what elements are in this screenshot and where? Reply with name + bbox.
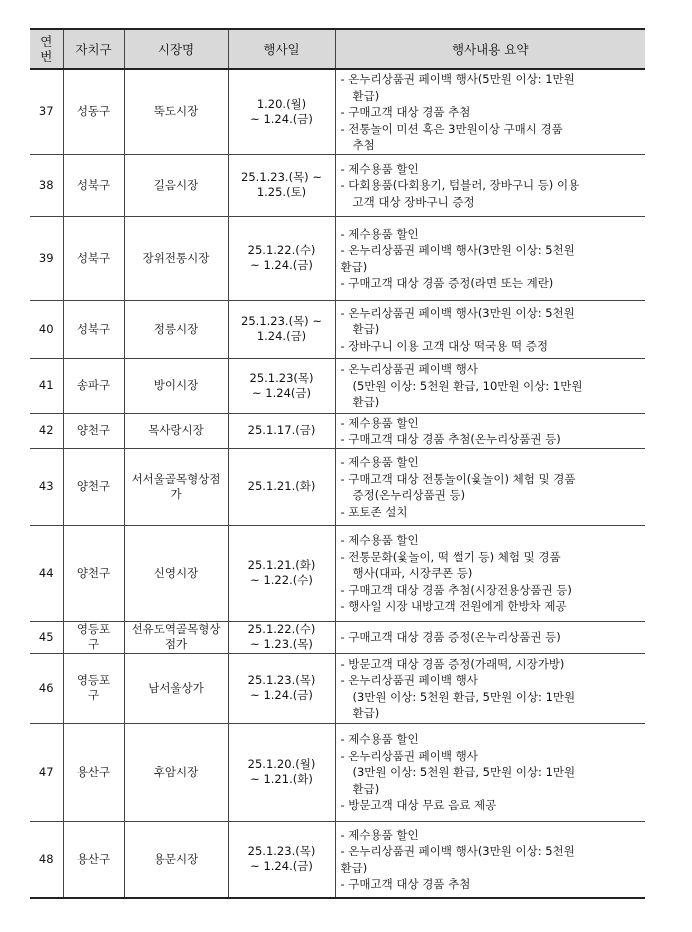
summary-line: - 제수용품 할인: [340, 161, 419, 176]
summary-line: 환급): [352, 706, 380, 720]
cell-district: [63, 216, 124, 300]
cell-no: [30, 723, 63, 821]
cell-summary: [335, 723, 645, 821]
cell-no: [30, 69, 63, 154]
summary-line: - 행사일 시장 내방고객 전원에게 한방차 제공: [340, 599, 567, 614]
table-row: [30, 300, 645, 358]
summary-line: - 장바구니 이용 고객 대상 떡국용 떡 증정: [340, 338, 548, 353]
cell-date: [228, 621, 335, 653]
cell-no-text: 42: [38, 423, 54, 437]
cell-no: [30, 216, 63, 300]
summary-line: - 제수용품 할인: [340, 533, 419, 548]
cell-market: [124, 413, 228, 448]
market-events-table: [30, 28, 645, 899]
cell-no-text: 37: [38, 104, 54, 119]
table-row: [30, 154, 645, 216]
cell-no-text: 44: [38, 565, 54, 580]
summary-line: - 제수용품 할인: [340, 455, 419, 469]
cell-market: [124, 300, 228, 358]
cell-district-text: 성동구: [76, 104, 111, 119]
cell-district: [63, 621, 124, 653]
cell-district: [63, 723, 124, 821]
summary-line: (5만원 이상: 5천원 환급, 10만원 이상: 1만원: [352, 378, 583, 393]
summary-line: - 온누리상품권 페이백 행사(5만원 이상: 1만원: [340, 72, 575, 86]
summary-line: - 구매고객 대상 경품 추첨(온누리상품권 등): [340, 432, 561, 446]
summary-line: - 구매고객 대상 경품 증정(온누리상품권 등): [340, 630, 561, 645]
cell-market: [124, 154, 228, 216]
summary-line: 증정(온누리상품권 등): [352, 488, 466, 502]
cell-no-text: 48: [38, 851, 54, 866]
summary-line: (3만원 이상: 5천원 환급, 5만원 이상: 1만원: [352, 765, 576, 780]
cell-market-text: 서서울골목형상점 가: [131, 471, 221, 501]
cell-market-text: 신영시장: [153, 565, 199, 580]
cell-date: [228, 300, 335, 358]
cell-date: [228, 216, 335, 300]
cell-no-text: 43: [38, 479, 54, 493]
table-header: [30, 29, 645, 69]
cell-market-text: 목사랑시장: [148, 423, 204, 437]
summary-line: - 방문고객 대상 경품 증정(가래떡, 시장가방): [340, 656, 565, 671]
summary-line: - 제수용품 할인: [340, 827, 419, 842]
cell-market-text: 길음시장: [153, 177, 199, 192]
cell-summary: [335, 216, 645, 300]
cell-summary: [335, 69, 645, 154]
cell-summary: [335, 621, 645, 653]
cell-date-text: 25.1.21.(화): [247, 479, 316, 493]
summary-line: - 제수용품 할인: [340, 732, 419, 747]
cell-no: [30, 358, 63, 413]
header-summary: 행사내용 요약: [335, 29, 645, 69]
summary-line: 환급): [352, 88, 380, 103]
cell-district-text: 양천구: [76, 565, 111, 580]
cell-date-text: 1.20.(월) ~ 1.24.(금): [250, 96, 313, 126]
summary-line: 환급): [340, 259, 368, 274]
cell-market-text: 뚝도시장: [153, 104, 199, 119]
summary-line: 환급): [352, 395, 380, 410]
header-no: 연 번: [30, 29, 63, 69]
cell-no: [30, 821, 63, 898]
header-row: [30, 29, 645, 69]
cell-no: [30, 525, 63, 621]
summary-line: - 제수용품 할인: [340, 226, 419, 241]
cell-no: [30, 448, 63, 525]
cell-date: [228, 723, 335, 821]
cell-summary: [335, 300, 645, 358]
summary-line: - 구매고객 대상 경품 추첨: [340, 877, 471, 892]
cell-date: [228, 69, 335, 154]
cell-no: [30, 154, 63, 216]
cell-market-text: 방이시장: [153, 378, 199, 392]
cell-date-text: 25.1.22.(수) ~ 1.23.(목): [247, 622, 316, 651]
cell-no-text: 45: [38, 629, 54, 644]
cell-district-text: 송파구: [76, 378, 111, 392]
cell-date: [228, 154, 335, 216]
cell-district-text: 성북구: [76, 177, 111, 192]
table-row: [30, 621, 645, 653]
cell-market-text: 후암시장: [153, 764, 199, 779]
table-row: [30, 723, 645, 821]
cell-date-text: 25.1.22.(수) ~ 1.24.(금): [247, 243, 316, 272]
table-body: [30, 69, 645, 898]
cell-district: [63, 300, 124, 358]
cell-date: [228, 413, 335, 448]
cell-date-text: 25.1.23.(목) ~ 1.25.(토): [241, 170, 322, 199]
summary-line: 행사(대파, 시장쿠폰 등): [352, 566, 473, 581]
cell-summary: [335, 413, 645, 448]
cell-no: [30, 300, 63, 358]
summary-line: - 온누리상품권 페이백 행사: [340, 748, 478, 763]
cell-date-text: 25.1.23.(목) ~ 1.24.(금): [247, 673, 316, 702]
cell-market: [124, 448, 228, 525]
cell-district: [63, 821, 124, 898]
summary-line: - 온누리상품권 페이백 행사(3만원 이상: 5천원: [340, 844, 575, 859]
cell-date-text: 25.1.20.(월) ~ 1.21.(화): [247, 757, 316, 786]
cell-date: [228, 525, 335, 621]
summary-line: - 온누리상품권 페이백 행사(3만원 이상: 5천원: [340, 243, 575, 257]
summary-line: - 구매고객 대상 경품 추첨(시장전용상품권 등): [340, 582, 572, 597]
cell-no: [30, 653, 63, 723]
cell-district: [63, 69, 124, 154]
cell-date: [228, 821, 335, 898]
cell-district-text: 성북구: [76, 250, 111, 265]
table-row: [30, 358, 645, 413]
cell-summary: [335, 358, 645, 413]
table-row: [30, 216, 645, 300]
summary-line: - 온누리상품권 페이백 행사: [340, 673, 478, 687]
table-row: [30, 69, 645, 154]
cell-district: [63, 525, 124, 621]
cell-district-text: 성북구: [76, 321, 111, 336]
cell-market: [124, 621, 228, 653]
cell-summary: [335, 448, 645, 525]
cell-date-text: 25.1.23.(목) ~ 1.24.(금): [247, 844, 316, 874]
cell-market-text: 장위전통시장: [142, 250, 210, 265]
cell-district-text: 용산구: [76, 764, 111, 779]
cell-no-text: 38: [38, 177, 54, 192]
cell-district: [63, 358, 124, 413]
cell-market-text: 정릉시장: [153, 321, 199, 336]
table-row: [30, 413, 645, 448]
cell-market: [124, 358, 228, 413]
summary-line: - 온누리상품권 페이백 행사: [340, 362, 478, 377]
summary-line: - 다회용품(다회용기, 텀블러, 장바구니 등) 이용: [340, 178, 580, 193]
cell-no-text: 41: [38, 378, 54, 392]
cell-district-text: 영등포 구: [76, 673, 111, 702]
cell-district-text: 양천구: [76, 479, 111, 493]
cell-market: [124, 69, 228, 154]
cell-summary: [335, 154, 645, 216]
cell-district-text: 용산구: [76, 851, 111, 866]
cell-date-text: 25.1.21.(화) ~ 1.22.(수): [247, 558, 316, 587]
cell-district: [63, 653, 124, 723]
summary-line: 환급): [352, 781, 380, 796]
summary-line: - 구매고객 대상 경품 추첨: [340, 105, 471, 119]
cell-date-text: 25.1.23(목) ~ 1.24(금): [249, 370, 314, 400]
cell-no-text: 46: [38, 680, 54, 695]
header-district: 자치구: [63, 29, 124, 69]
summary-line: - 구매고객 대상 경품 증정(라면 또는 계란): [340, 276, 554, 290]
cell-market: [124, 525, 228, 621]
summary-line: - 전통놀이 미션 혹은 3만원이상 구매시 경품: [340, 121, 563, 136]
summary-line: - 포토존 설치: [340, 504, 408, 519]
summary-line: 환급): [340, 860, 368, 875]
cell-date-text: 25.1.23.(목) ~ 1.24.(금): [241, 314, 322, 343]
cell-no-text: 40: [38, 321, 54, 336]
summary-line: (3만원 이상: 5천원 환급, 5만원 이상: 1만원: [352, 689, 576, 704]
table-row: [30, 525, 645, 621]
cell-district: [63, 448, 124, 525]
cell-summary: [335, 525, 645, 621]
summary-line: - 온누리상품권 페이백 행사(3만원 이상: 5천원: [340, 305, 575, 320]
cell-no-text: 39: [38, 250, 54, 265]
cell-date-text: 25.1.17.(금): [247, 423, 316, 437]
cell-district-text: 영등포 구: [76, 622, 111, 651]
summary-line: - 제수용품 할인: [340, 415, 419, 430]
header-date: 행사일: [228, 29, 335, 69]
cell-no: [30, 621, 63, 653]
cell-summary: [335, 821, 645, 898]
summary-line: 환급): [352, 322, 380, 337]
cell-date: [228, 448, 335, 525]
header-market: 시장명: [124, 29, 228, 69]
summary-line: 추첨: [352, 138, 375, 152]
cell-market-text: 용문시장: [153, 851, 199, 866]
cell-market: [124, 653, 228, 723]
cell-market: [124, 821, 228, 898]
summary-line: - 방문고객 대상 무료 음료 제공: [340, 798, 497, 813]
cell-district-text: 양천구: [76, 423, 111, 437]
cell-district: [63, 154, 124, 216]
cell-no-text: 47: [38, 764, 54, 779]
table-row: [30, 653, 645, 723]
table-row: [30, 821, 645, 898]
summary-line: - 전통문화(윷놀이, 떡 썰기 등) 체험 및 경품: [340, 549, 561, 564]
summary-line: - 구매고객 대상 전통놀이(윷놀이) 체험 및 경품: [340, 471, 576, 486]
cell-market: [124, 216, 228, 300]
cell-date: [228, 358, 335, 413]
table-row: [30, 448, 645, 525]
summary-line: 고객 대상 장바구니 증정: [352, 194, 475, 209]
cell-market-text: 남서울상가: [148, 680, 204, 695]
cell-date: [228, 653, 335, 723]
cell-summary: [335, 653, 645, 723]
cell-district: [63, 413, 124, 448]
cell-market-text: 선유도역골목형상 점가: [131, 622, 221, 651]
cell-no: [30, 413, 63, 448]
cell-market: [124, 723, 228, 821]
